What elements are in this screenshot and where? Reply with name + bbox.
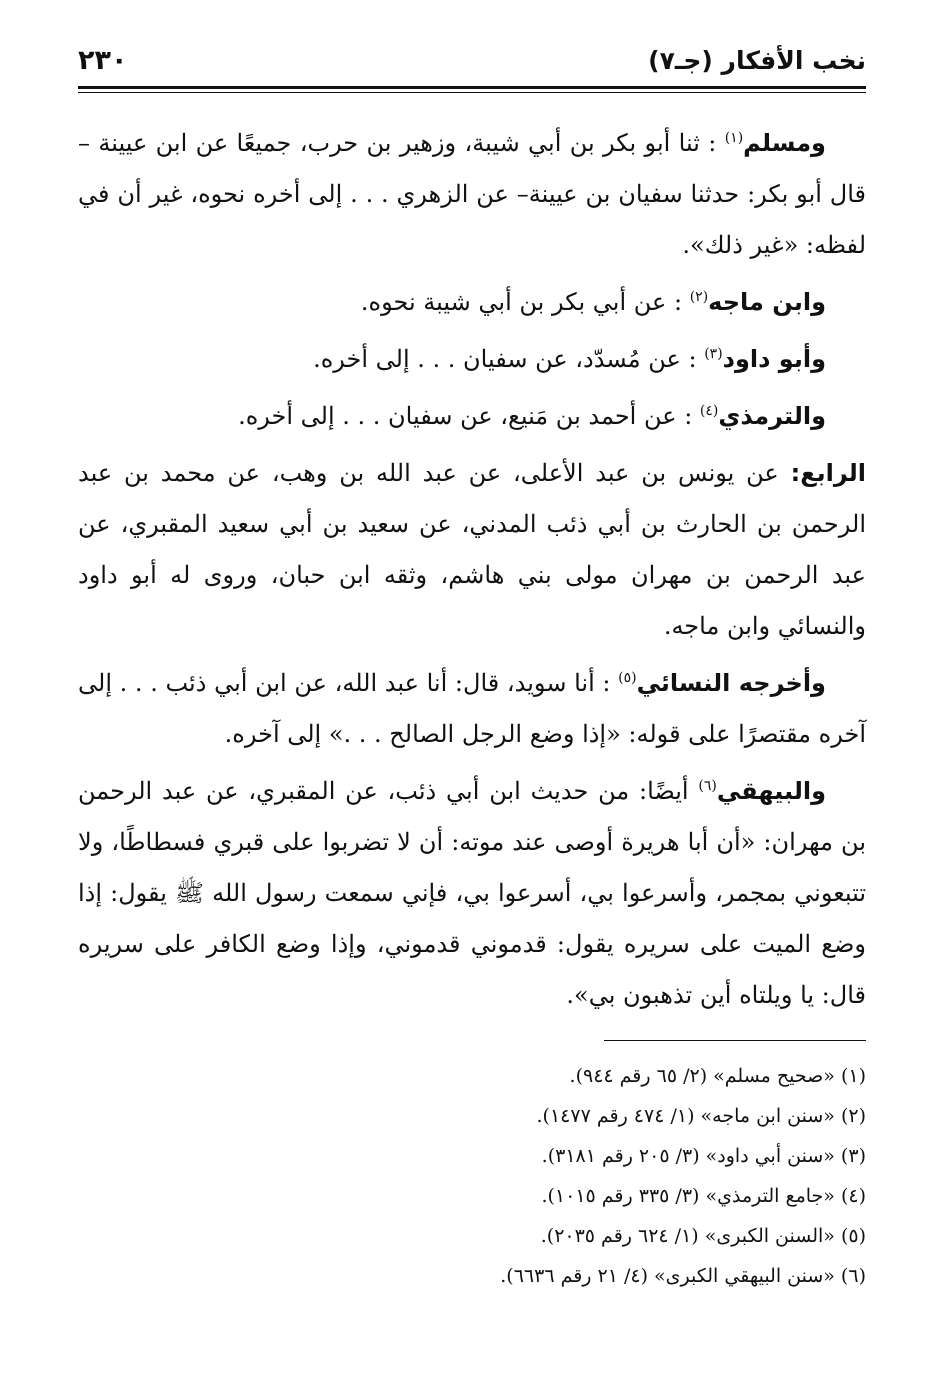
paragraph-abu-dawud	[78, 334, 866, 385]
footnote-item: (٢) «سنن ابن ماجه» (١/ ٤٧٤ رقم ١٤٧٧).	[536, 1105, 866, 1127]
footnote-item: (١) «صحيح مسلم» (٢/ ٦٥ رقم ٩٤٤).	[569, 1065, 866, 1087]
paragraph-text: أيضًا: من حديث ابن أبي ذئب، عن المقبري، عن عبد الرحمن بن مهران: «أن أبا هريرة أوصى عند موته: أن لا تضربوا على قبري فسطاطًا، ولا تتبعوني بمجمر، وأسرعوا بي، أسرعوا بي، فإني سمعت رسول الله ﷺ يقول: إذا وضع الميت على سريره يقول: قدموني قدموني، وإذا وضع الكافر على سريره قال: يا ويلتاه أين تذهبون بي».	[78, 777, 866, 1009]
page-number: ٢٣٠	[78, 44, 128, 76]
lead-word: وابن ماجه	[708, 288, 826, 316]
lead-word: ومسلم	[743, 129, 826, 157]
paragraph-text: : عن مُسدّد، عن سفيان . . . إلى أخره.	[313, 345, 697, 373]
footnote-item: (٣) «سنن أبي داود» (٣/ ٢٠٥ رقم ٣١٨١).	[541, 1145, 866, 1167]
page-header	[78, 40, 866, 80]
footnotes	[78, 1056, 866, 1296]
footnote-ref: (٥)	[618, 670, 637, 686]
paragraph-nasai	[78, 658, 866, 760]
paragraph-tirmidhi	[78, 391, 866, 442]
footnote-separator	[604, 1040, 866, 1041]
paragraph-text: : عن أبي بكر بن أبي شيبة نحوه.	[360, 288, 683, 316]
footnote-item: (٦) «سنن البيهقي الكبرى» (٤/ ٢١ رقم ٦٦٣٦).	[500, 1265, 866, 1287]
paragraph-text: عن يونس بن عبد الأعلى، عن عبد الله بن وهب، عن محمد بن عبد الرحمن بن الحارث بن أبي ذئب المدني، عن سعيد بن أبي سعيد المقبري، عن عبد الرحمن بن مهران مولى بني هاشم، وثقه ابن حبان، وروى له أبو داود والنسائي وابن ماجه.	[78, 459, 866, 640]
paragraph-text: : عن أحمد بن مَنيع، عن سفيان . . . إلى أخره.	[238, 402, 693, 430]
lead-word: والترمذي	[718, 402, 826, 430]
lead-word: وأبو داود	[722, 345, 826, 373]
lead-word: والبيهقي	[716, 777, 826, 805]
footnote-ref: (٦)	[698, 778, 717, 794]
footnote-ref: (٢)	[689, 289, 709, 305]
footnote-item: (٤) «جامع الترمذي» (٣/ ٣٣٥ رقم ١٠١٥).	[541, 1185, 866, 1207]
paragraph-ibn-majah	[78, 277, 866, 328]
header-rule	[78, 86, 866, 93]
lead-word: وأخرجه النسائي	[636, 669, 826, 697]
running-title: نخب الأفكار (جـ٧)	[648, 45, 866, 75]
lead-word: الرابع:	[790, 459, 866, 487]
footnote-ref: (٣)	[704, 346, 723, 362]
paragraph-text: : أنا سويد، قال: أنا عبد الله، عن ابن أبي ذئب . . . إلى آخره مقتصرًا على قوله: «إذا وضع الرجل الصالح . . .» إلى آخره.	[78, 669, 866, 748]
paragraph-fourth	[78, 448, 866, 652]
footnote-item: (٥) «السنن الكبرى» (١/ ٦٢٤ رقم ٢٠٣٥).	[540, 1225, 866, 1247]
footnote-ref: (٤)	[699, 403, 719, 419]
paragraph-muslim	[78, 118, 866, 271]
footnote-ref: (١)	[724, 130, 744, 146]
body-text	[78, 118, 866, 1027]
paragraph-bayhaqi	[78, 766, 866, 1021]
paragraph-text: : ثنا أبو بكر بن أبي شيبة، وزهير بن حرب، جميعًا عن ابن عيينة – قال أبو بكر: حدثنا سفيان بن عيينة– عن الزهري . . . إلى أخره نحوه، غير أن في لفظه: «غير ذلك».	[78, 129, 866, 259]
